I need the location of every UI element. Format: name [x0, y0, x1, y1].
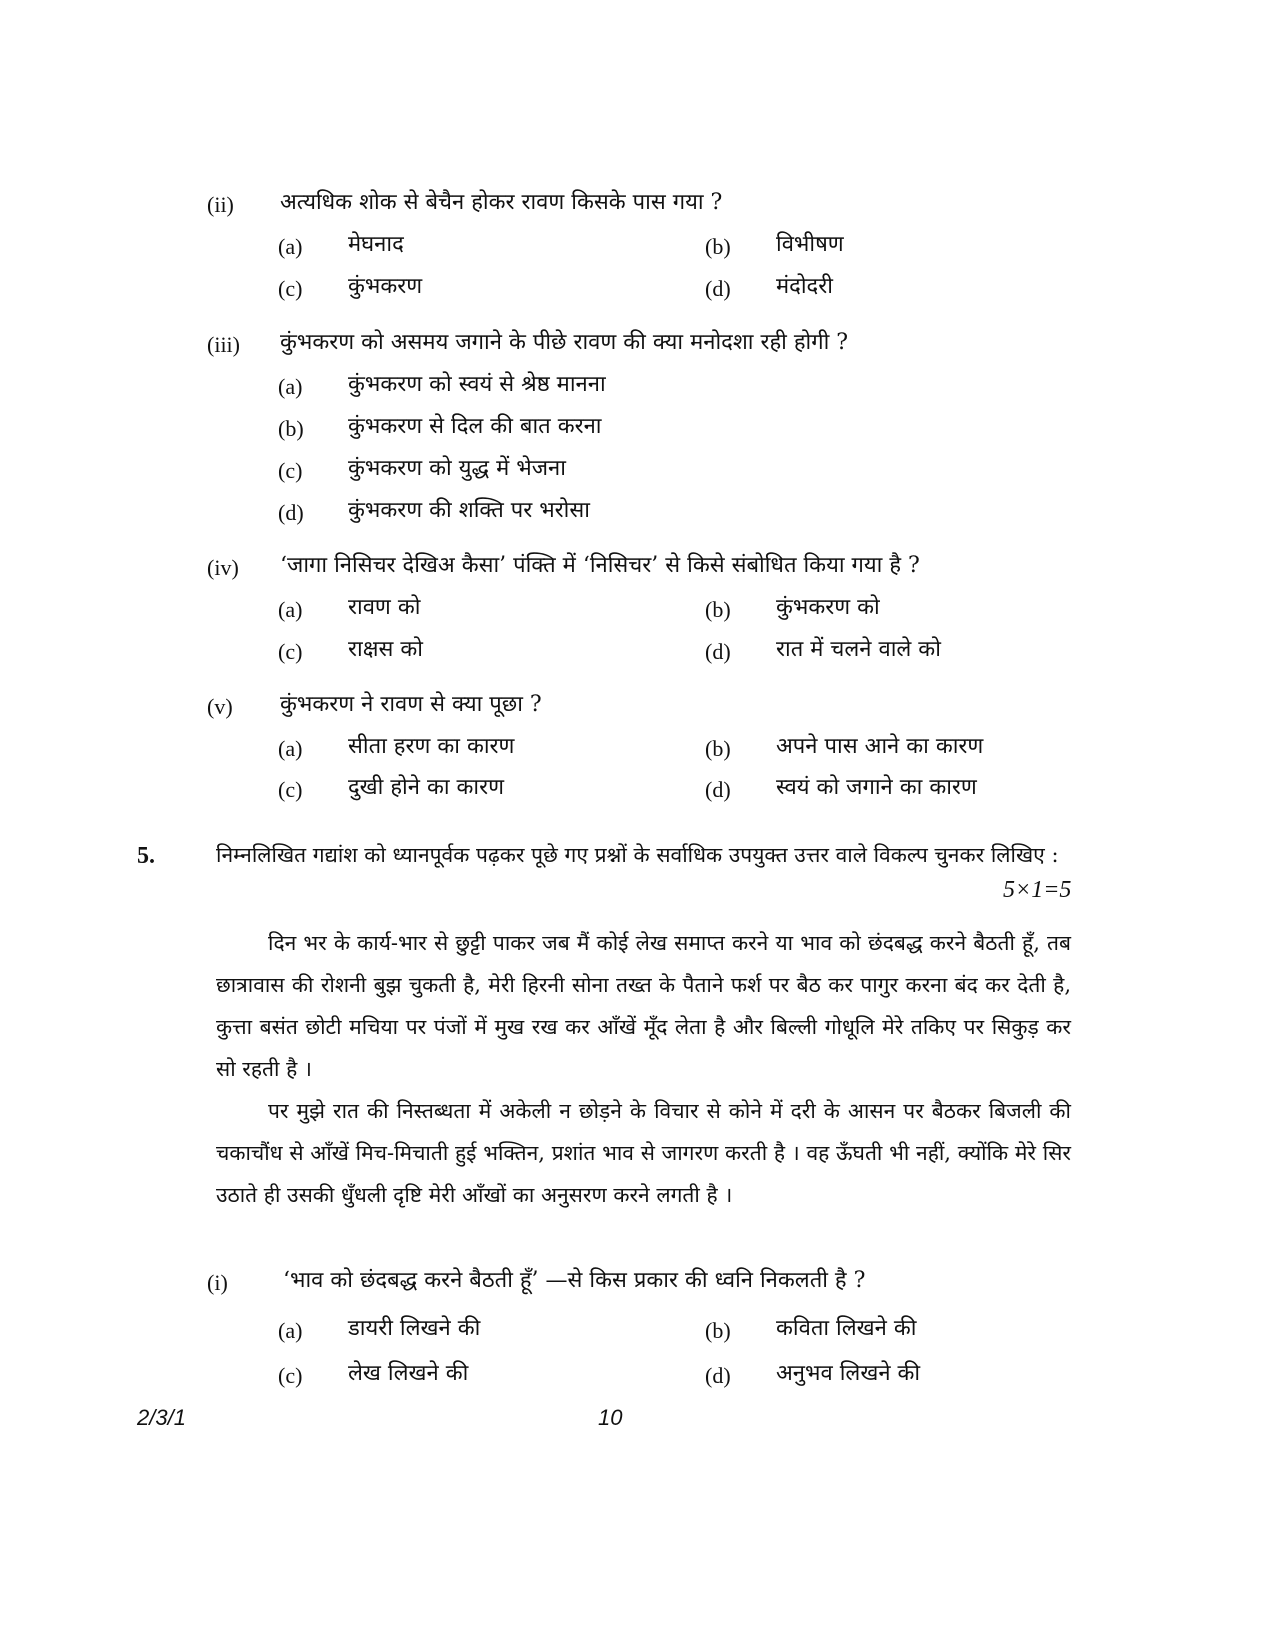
option-text: कुंभकरण की शक्ति पर भरोसा	[348, 498, 590, 523]
option-label: (c)	[278, 458, 303, 483]
option-label: (a)	[278, 234, 303, 259]
option-text: कुंभकरण को स्वयं से श्रेष्ठ मानना	[348, 372, 606, 397]
passage-paragraph: दिन भर के कार्य-भार से छुट्टी पाकर जब मैं कोई लेख समाप्त करने या भाव को छंदबद्ध करने बैठती हूँ, तब छात्रावास की रोशनी बुझ चुकती है, मेरी हिरनी सोना तख्त के पैताने फर्श पर बैठ कर पागुर करना बंद कर देती है, कुत्ता बसंत छोटी मचिया पर पंजों में मुख रख कर आँखें मूँद लेता है और बिल्ली गोधूलि मेरे तकिए पर सिकुड़ कर सो रहती है ।	[216, 931, 1071, 1081]
option-label: (c)	[278, 777, 303, 802]
option-text: विभीषण	[776, 232, 844, 257]
option-text: अनुभव लिखने की	[776, 1361, 921, 1386]
option-label: (b)	[705, 234, 731, 259]
question-v-label: (v)	[207, 694, 233, 719]
option-label: (d)	[705, 1363, 731, 1388]
marks-allocation: 5×1=5	[1003, 877, 1072, 903]
option-text: अपने पास आने का कारण	[776, 734, 984, 759]
option-text: लेख लिखने की	[348, 1361, 469, 1386]
option-label: (a)	[278, 1318, 303, 1343]
option-text: रावण को	[348, 595, 421, 620]
option-text: रात में चलने वाले को	[776, 637, 941, 662]
option-label: (a)	[278, 597, 303, 622]
option-label: (d)	[705, 777, 731, 802]
option-text: मंदोदरी	[776, 274, 833, 299]
option-label: (c)	[278, 276, 303, 301]
passage-paragraph: पर मुझे रात की निस्तब्धता में अकेली न छोड़ने के विचार से कोने में दरी के आसन पर बैठकर बिजली की चकाचौंध से आँखें मिच-मिचाती हुई भक्तिन, प्रशांत भाव से जागरण करती है । वह ऊँघती भी नहीं, क्योंकि मेरे सिर उठाते ही उसकी धुँधली दृष्टि मेरी आँखों का अनुसरण करने लगती है ।	[216, 1099, 1071, 1207]
option-label: (d)	[278, 500, 304, 525]
question-iv-label: (iv)	[207, 555, 239, 580]
option-text: कविता लिखने की	[776, 1316, 917, 1341]
question-i-label: (i)	[207, 1270, 228, 1295]
option-label: (b)	[705, 1318, 731, 1343]
option-label: (b)	[278, 416, 304, 441]
question-instruction: निम्नलिखित गद्यांश को ध्यानपूर्वक पढ़कर पूछे गए प्रश्नों के सर्वाधिक उपयुक्त उत्तर वाले विकल्प चुनकर लिखिए :	[216, 843, 1059, 867]
page-number: 10	[598, 1405, 623, 1430]
option-text: राक्षस को	[348, 637, 423, 662]
option-label: (c)	[278, 639, 303, 664]
option-label: (d)	[705, 276, 731, 301]
option-label: (d)	[705, 639, 731, 664]
question-ii-text: अत्यधिक शोक से बेचैन होकर रावण किसके पास गया ?	[280, 190, 723, 215]
question-iv-text: ‘जागा निसिचर देखिअ कैसा’ पंक्ति में ‘निसिचर’ से किसे संबोधित किया गया है ?	[280, 553, 920, 578]
option-text: कुंभकरण को	[776, 595, 880, 620]
question-ii-label: (ii)	[207, 192, 234, 217]
option-label: (a)	[278, 736, 303, 761]
option-text: स्वयं को जगाने का कारण	[776, 775, 977, 800]
question-number: 5.	[137, 843, 155, 869]
option-text: कुंभकरण से दिल की बात करना	[348, 414, 602, 439]
question-v-text: कुंभकरण ने रावण से क्या पूछा ?	[280, 692, 542, 717]
option-label: (a)	[278, 374, 303, 399]
option-label: (b)	[705, 736, 731, 761]
option-text: दुखी होने का कारण	[348, 775, 505, 800]
question-iii-text: कुंभकरण को असमय जगाने के पीछे रावण की क्या मनोदशा रही होगी ?	[280, 330, 849, 355]
option-text: कुंभकरण को युद्ध में भेजना	[348, 456, 566, 481]
option-text: डायरी लिखने की	[348, 1316, 481, 1341]
option-label: (b)	[705, 597, 731, 622]
question-i-text: ‘भाव को छंदबद्ध करने बैठती हूँ’ —से किस प्रकार की ध्वनि निकलती है ?	[283, 1268, 866, 1293]
option-text: मेघनाद	[348, 232, 404, 257]
option-text: कुंभकरण	[348, 274, 423, 299]
option-text: सीता हरण का कारण	[348, 734, 515, 759]
paper-code: 2/3/1	[137, 1405, 186, 1430]
question-iii-label: (iii)	[207, 332, 240, 357]
option-label: (c)	[278, 1363, 303, 1388]
